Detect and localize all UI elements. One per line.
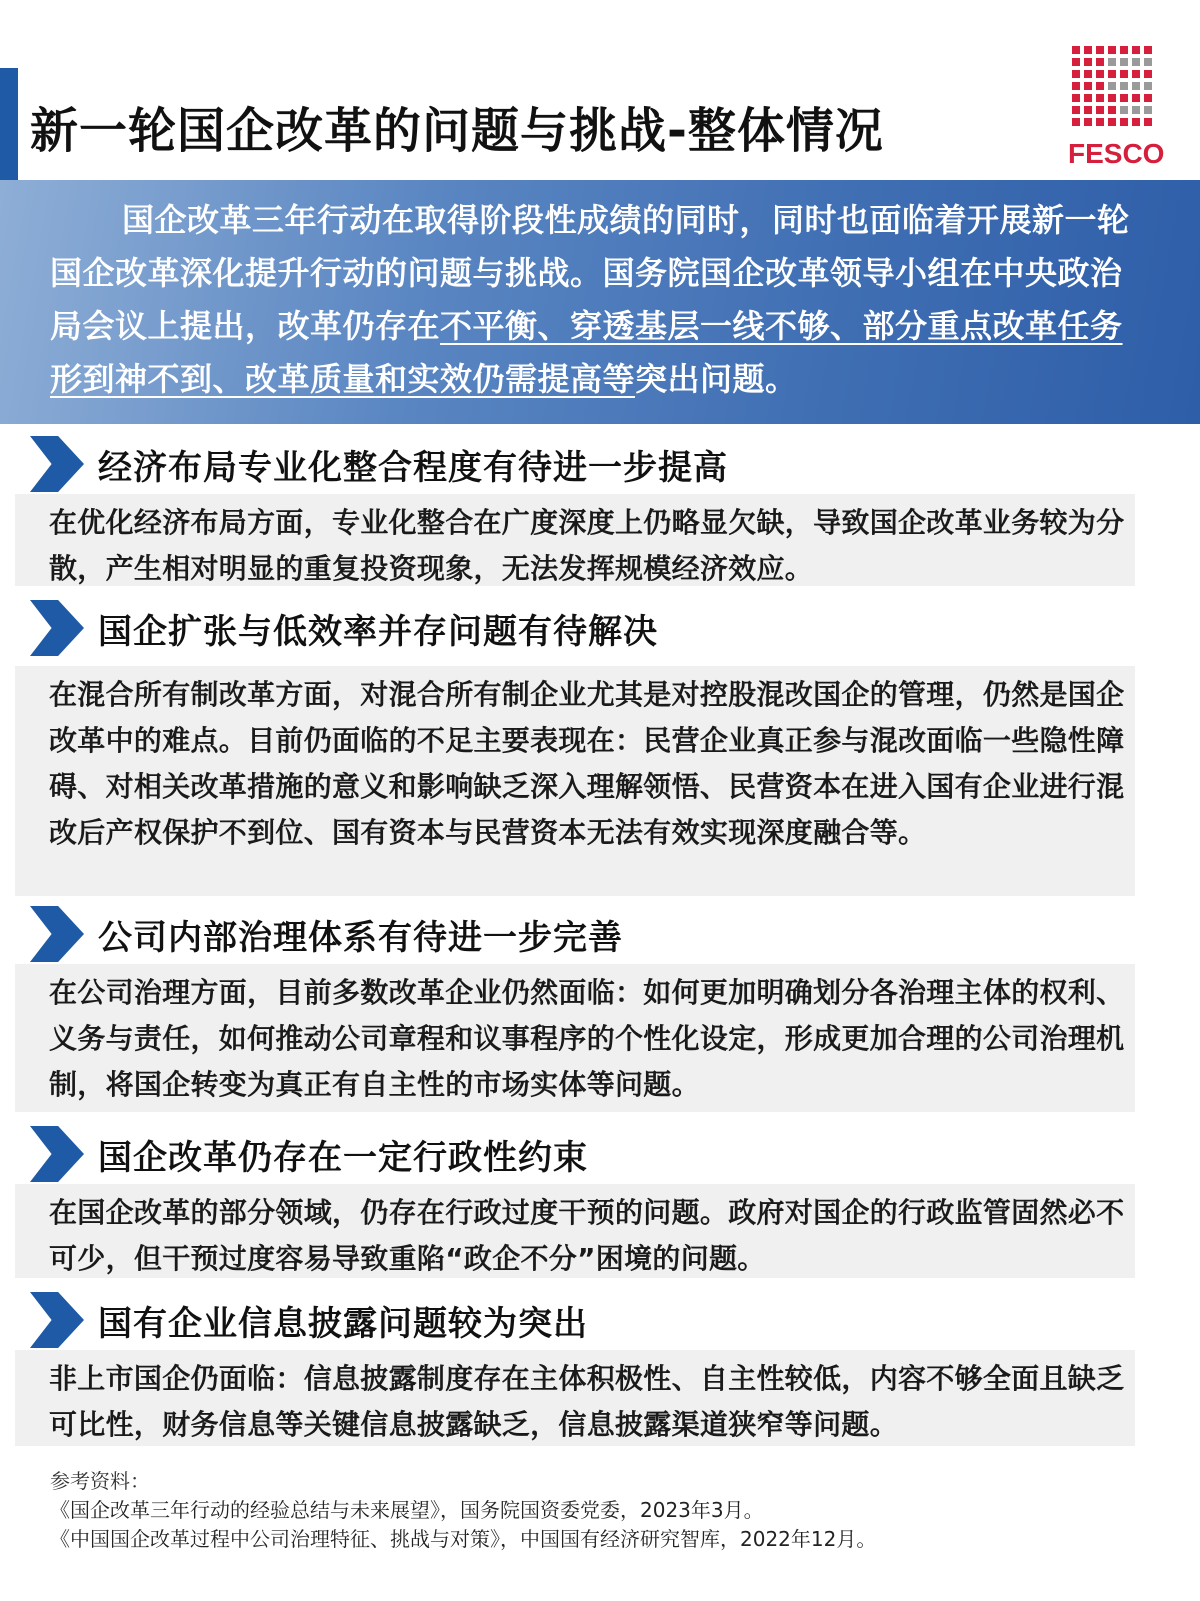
logo-dot	[1120, 94, 1128, 102]
section-body-4	[15, 1184, 1135, 1278]
logo-dot	[1108, 94, 1116, 102]
logo-dot	[1072, 118, 1080, 126]
logo-dot	[1120, 82, 1128, 90]
chevron-right-icon	[30, 906, 84, 962]
reference-item: 《中国国企改革过程中公司治理特征、挑战与对策》，中国国有经济研究智库，2022年12月。	[50, 1527, 877, 1551]
logo-dot	[1084, 118, 1092, 126]
logo-dot	[1144, 70, 1152, 78]
logo-dot	[1108, 58, 1116, 66]
logo-dot	[1132, 106, 1140, 114]
logo-dot	[1072, 82, 1080, 90]
logo-dot	[1120, 46, 1128, 54]
section-body-1	[15, 494, 1135, 586]
logo-dot	[1144, 58, 1152, 66]
title-accent-bar	[0, 68, 18, 180]
chevron-right-icon	[30, 600, 84, 656]
logo-dot	[1144, 94, 1152, 102]
logo-dot	[1084, 70, 1092, 78]
logo-dot	[1120, 118, 1128, 126]
logo-dot	[1084, 46, 1092, 54]
chevron-right-icon	[30, 436, 84, 492]
logo-dot	[1084, 58, 1092, 66]
logo-dot	[1096, 94, 1104, 102]
logo-dot	[1108, 46, 1116, 54]
logo-dot	[1108, 82, 1116, 90]
logo-dot	[1132, 82, 1140, 90]
section-title: 国企改革仍存在一定行政性约束	[98, 1138, 588, 1178]
logo-dot-grid	[1072, 46, 1152, 126]
logo-dot	[1108, 106, 1116, 114]
section-text: 非上市国企仍面临：信息披露制度存在主体积极性、自主性较低，内容不够全面且缺乏可比性，财务信息等关键信息披露缺乏，信息披露渠道狭窄等问题。	[49, 1362, 1125, 1441]
logo-dot	[1096, 106, 1104, 114]
logo-dot	[1084, 82, 1092, 90]
logo-dot	[1072, 70, 1080, 78]
logo-dot	[1108, 118, 1116, 126]
reference-item: 《国企改革三年行动的经验总结与未来展望》，国务院国资委党委，2023年3月。	[50, 1498, 764, 1522]
chevron-right-icon	[30, 1292, 84, 1348]
section-title: 经济布局专业化整合程度有待进一步提高	[98, 448, 728, 488]
logo-dot	[1144, 106, 1152, 114]
logo-dot	[1096, 118, 1104, 126]
logo-dot	[1132, 46, 1140, 54]
section-body-5	[15, 1350, 1135, 1446]
logo-dot	[1072, 58, 1080, 66]
logo-dot	[1132, 94, 1140, 102]
logo-dot	[1144, 82, 1152, 90]
logo-dot	[1144, 118, 1152, 126]
section-text: 在混合所有制改革方面，对混合所有制企业尤其是对控股混改国企的管理，仍然是国企改革中的难点。目前仍面临的不足主要表现在：民营企业真正参与混改面临一些隐性障碍、对相关改革措施的意义和影响缺乏深入理解领悟、民营资本在进入国有企业进行混改后产权保护不到位、国有资本与民营资本无法有效实现深度融合等。	[49, 678, 1125, 849]
intro-underlined-text: 不平衡、穿透基层一线不够、部分重点改革任务形到神不到、改革质量和实效仍需提高等	[50, 307, 1123, 398]
intro-text-end: 突出问题。	[635, 360, 798, 398]
section-text: 在国企改革的部分领域，仍存在行政过度干预的问题。政府对国企的行政监管固然必不可少，但干预过度容易导致重陷“政企不分”困境的问题。	[49, 1196, 1125, 1275]
logo-dot	[1132, 58, 1140, 66]
logo-dot	[1120, 106, 1128, 114]
logo-dot	[1096, 46, 1104, 54]
intro-text: 国企改革三年行动在取得阶段性成绩的同时，同时也面临着开展新一轮国企改革深化提升行动的问题与挑战。国务院国企改革领导小组在中央政治局会议上提出，改革仍存在	[50, 201, 1130, 345]
intro-banner	[0, 180, 1200, 424]
section-body-3	[15, 964, 1135, 1112]
logo-dot	[1072, 106, 1080, 114]
logo-dot	[1108, 70, 1116, 78]
logo-text: FESCO	[1068, 138, 1165, 169]
logo-dot	[1120, 70, 1128, 78]
section-title: 国有企业信息披露问题较为突出	[98, 1304, 588, 1344]
section-title: 公司内部治理体系有待进一步完善	[98, 918, 623, 958]
logo-dot	[1084, 94, 1092, 102]
section-title: 国企扩张与低效率并存问题有待解决	[98, 612, 658, 652]
logo-dot	[1096, 82, 1104, 90]
logo-dot	[1144, 46, 1152, 54]
references	[50, 1466, 1170, 1554]
logo-dot	[1084, 106, 1092, 114]
section-text: 在公司治理方面，目前多数改革企业仍然面临：如何更加明确划分各治理主体的权利、义务与责任，如何推动公司章程和议事程序的个性化设定，形成更加合理的公司治理机制，将国企转变为真正有自主性的市场实体等问题。	[49, 976, 1125, 1101]
logo-dot	[1072, 94, 1080, 102]
logo-dot	[1120, 58, 1128, 66]
logo-dot	[1096, 58, 1104, 66]
chevron-right-icon	[30, 1126, 84, 1182]
section-text: 在优化经济布局方面，专业化整合在广度深度上仍略显欠缺，导致国企改革业务较为分散，产生相对明显的重复投资现象，无法发挥规模经济效应。	[49, 506, 1125, 585]
references-label: 参考资料：	[50, 1469, 150, 1493]
logo-dot	[1132, 118, 1140, 126]
page-title: 新一轮国企改革的问题与挑战-整体情况	[30, 103, 884, 159]
logo-dot	[1072, 46, 1080, 54]
intro-paragraph	[50, 194, 1150, 406]
fesco-logo	[1068, 42, 1188, 172]
logo-dot	[1132, 70, 1140, 78]
section-body-2	[15, 666, 1135, 896]
logo-dot	[1096, 70, 1104, 78]
